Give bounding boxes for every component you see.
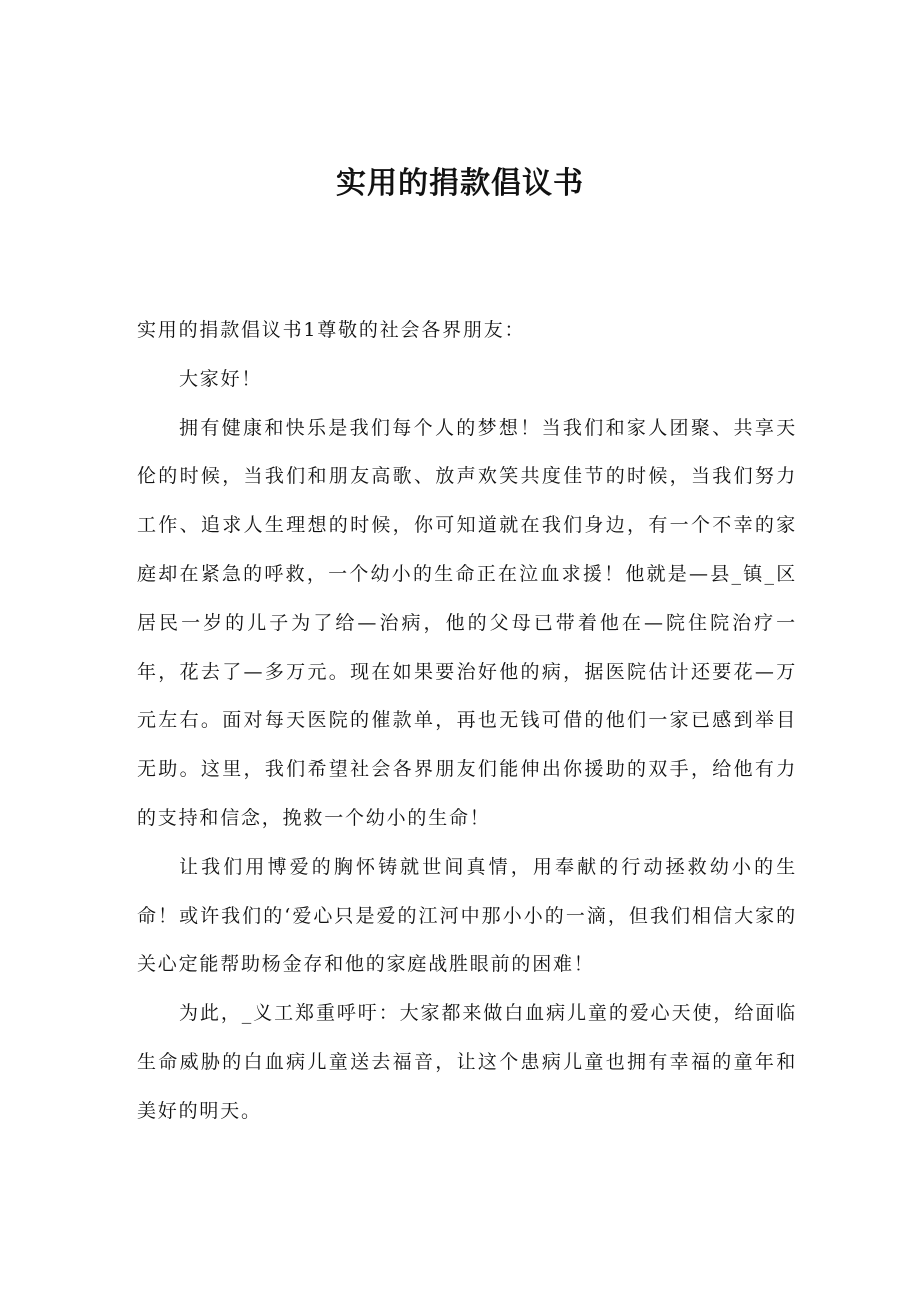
paragraph-volunteer-call: 为此，_义工郑重呼吁：大家都来做白血病儿童的爱心天使，给面临生命威胁的白血病儿童送去福音，让这个患病儿童也拥有幸福的童年和美好的明天。 <box>137 1002 797 1122</box>
paragraph-greeting: 大家好！ <box>179 367 263 390</box>
paragraph-salutation: 实用的捐款倡议书1尊敬的社会各界朋友： <box>137 319 526 341</box>
document-body <box>137 306 797 1136</box>
paragraph-call-to-love: 让我们用博爱的胸怀铸就世间真情，用奉献的行动拯救幼小的生命！或许我们的‘爱心只是爱的江河中那小小的一滴，但我们相信大家的关心定能帮助杨金存和他的家庭战胜眼前的困难！ <box>137 855 797 976</box>
paragraph-appeal-story: 拥有健康和快乐是我们每个人的梦想！当我们和家人团聚、共享天伦的时候，当我们和朋友高歌、放声欢笑共度佳节的时候，当我们努力工作、追求人生理想的时候，你可知道就在我们身边，有一个不幸的家庭却在紧急的呼救，一个幼小的生命正在泣血求援！他就是—县_镇_区居民一岁的儿子为了给—治病，他的父母已带着他在—院住院治疗一年，花去了—多万元。现在如果要治好他的病，据医院估计还要花—万元左右。面对每天医院的催款单，再也无钱可借的他们一家已感到举目无助。这里，我们希望社会各界朋友们能伸出你援助的双手，给他有力的支持和信念，挽救一个幼小的生命！ <box>137 416 797 829</box>
document-title: 实用的捐款倡议书 <box>336 166 584 201</box>
